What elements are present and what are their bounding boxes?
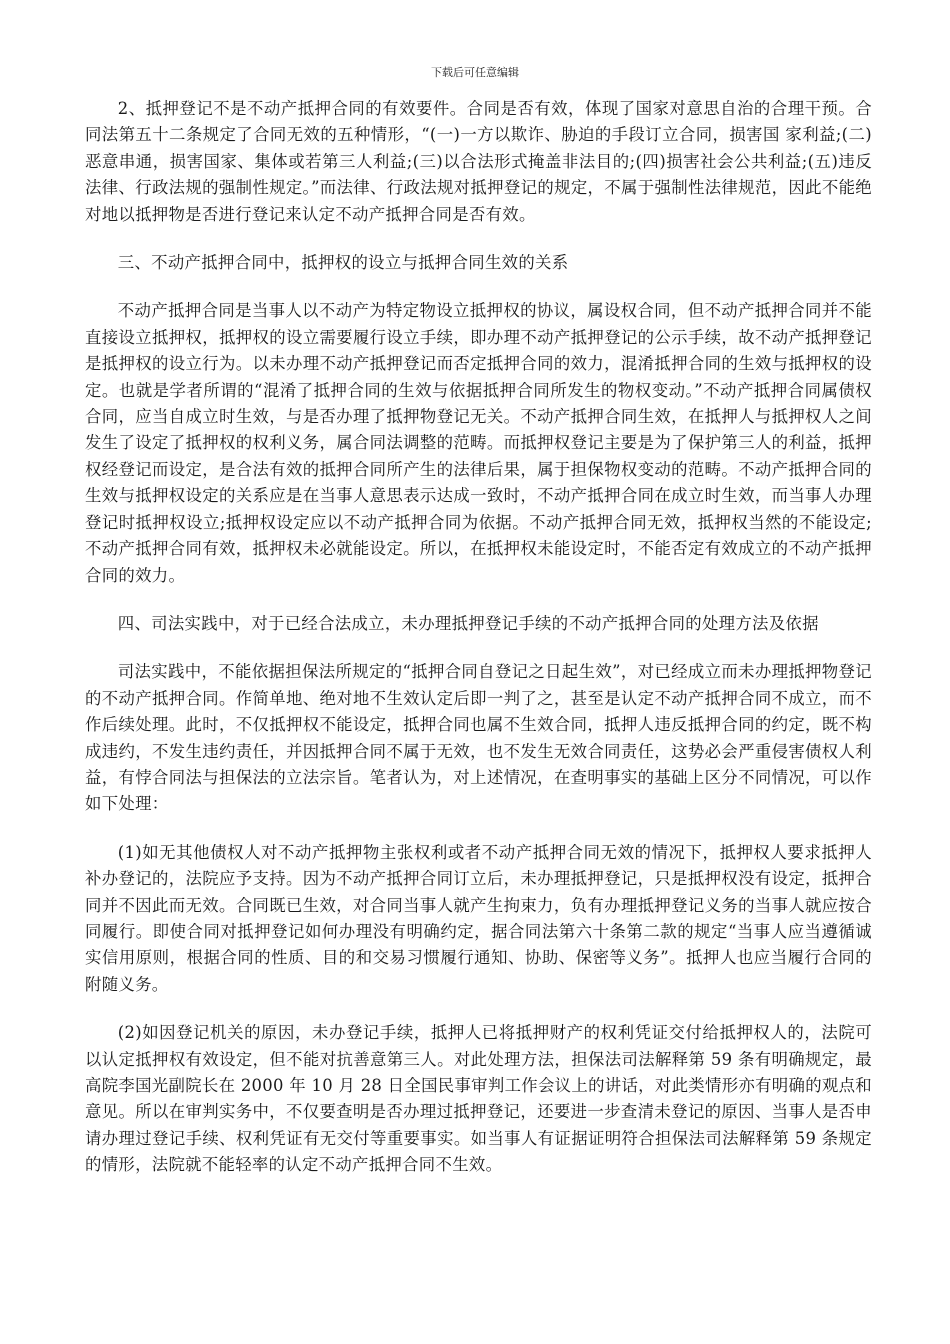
- document-body: [85, 96, 872, 1201]
- paragraph: 司法实践中，不能依据担保法所规定的“抵押合同自登记之日起生效”，对已经成立而未办理抵押物登记的不动产抵押合同。作简单地、绝对地不生效认定后即一判了之，甚至是认定不动产抵押合同不成立，而不作后续处理。此时，不仅抵押权不能设定，抵押合同也属不生效合同，抵押人违反抵押合同的约定，既不构成违约，不发生违约责任，并因抵押合同不属于无效，也不发生无效合同责任，这势必会严重侵害债权人利益，有悖合同法与担保法的立法宗旨。笔者认为，对上述情况，在查明事实的基础上区分不同情况，可以作如下处理：: [85, 662, 872, 814]
- paragraph: (2)如因登记机关的原因，未办登记手续，抵押人已将抵押财产的权利凭证交付给抵押权人的，法院可以认定抵押权有效设定，但不能对抗善意第三人。对此处理方法，担保法司法解释第 59 条有明确规定，最高院李国光副院长在 2000 年 10 月 28 日全国民事审判工作会议上的讲话，对此类情形亦有明确的观点和意见。所以在审判实务中，不仅要查明是否办理过抵押登记，还要进一步查清未登记的原因、当事人是否申请办理过登记手续、权利凭证有无交付等重要事实。如当事人有证据证明符合担保法司法解释第 59 条规定的情形，法院就不能轻率的认定不动产抵押合同不生效。: [85, 1023, 872, 1175]
- paragraph: 2、抵押登记不是不动产抵押合同的有效要件。合同是否有效，体现了国家对意思自治的合理干预。合同法第五十二条规定了合同无效的五种情形，“(一)一方以欺诈、胁迫的手段订立合同，损害国 家利益;(二)恶意串通，损害国家、集体或若第三人利益;(三)以合法形式掩盖非法目的;(四)损害社会公共利益;(五)违反法律、行政法规的强制性规定。”而法律、行政法规对抵押登记的规定，不属于强制性法律规范，因此不能绝对地以抵押物是否进行登记来认定不动产抵押合同是否有效。: [85, 99, 872, 224]
- section-heading: 三、不动产抵押合同中，抵押权的设立与抵押合同生效的关系: [117, 253, 569, 273]
- paragraph: (1)如无其他债权人对不动产抵押物主张权利或者不动产抵押合同无效的情况下，抵押权人要求抵押人补办登记的，法院应予支持。因为不动产抵押合同订立后，未办理抵押登记，只是抵押权没有设定，抵押合同并不因此而无效。合同既已生效，对合同当事人就产生拘束力，负有办理抵押登记义务的当事人就应按合同履行。即使合同对抵押登记如何办理没有明确约定，据合同法第六十条第二款的规定“当事人应当遵循诚实信用原则，根据合同的性质、目的和交易习惯履行通知、协助、保密等义务”。抵押人也应当履行合同的附随义务。: [85, 842, 872, 994]
- paragraph: 不动产抵押合同是当事人以不动产为特定物设立抵押权的协议，属设权合同，但不动产抵押合同并不能直接设立抵押权，抵押权的设立需要履行设立手续，即办理不动产抵押登记的公示手续，故不动产抵押登记是抵押权的设立行为。以未办理不动产抵押登记而否定抵押合同的效力，混淆抵押合同的生效与抵押权的设定。也就是学者所谓的“混淆了抵押合同的生效与依据抵押合同所发生的物权变动。”不动产抵押合同属债权合同，应当自成立时生效，与是否办理了抵押物登记无关。不动产抵押合同生效，在抵押人与抵押权人之间发生了设定了抵押权的权利义务，属合同法调整的范畴。而抵押权登记主要是为了保护第三人的利益，抵押权经登记而设定，是合法有效的抵押合同所产生的法律后果，属于担保物权变动的范畴。不动产抵押合同的生效与抵押权设定的关系应是在当事人意思表示达成一致时，不动产抵押合同在成立时生效，而当事人办理登记时抵押权设立;抵押权设定应以不动产抵押合同为依据。不动产抵押合同无效，抵押权当然的不能设定;不动产抵押合同有效，抵押权未必就能设定。所以，在抵押权未能设定时，不能否定有效成立的不动产抵押合同的效力。: [85, 301, 872, 585]
- page-header: 下载后可任意编辑: [431, 66, 519, 79]
- section-heading: 四、司法实践中，对于已经合法成立，未办理抵押登记手续的不动产抵押合同的处理方法及依据: [117, 613, 819, 633]
